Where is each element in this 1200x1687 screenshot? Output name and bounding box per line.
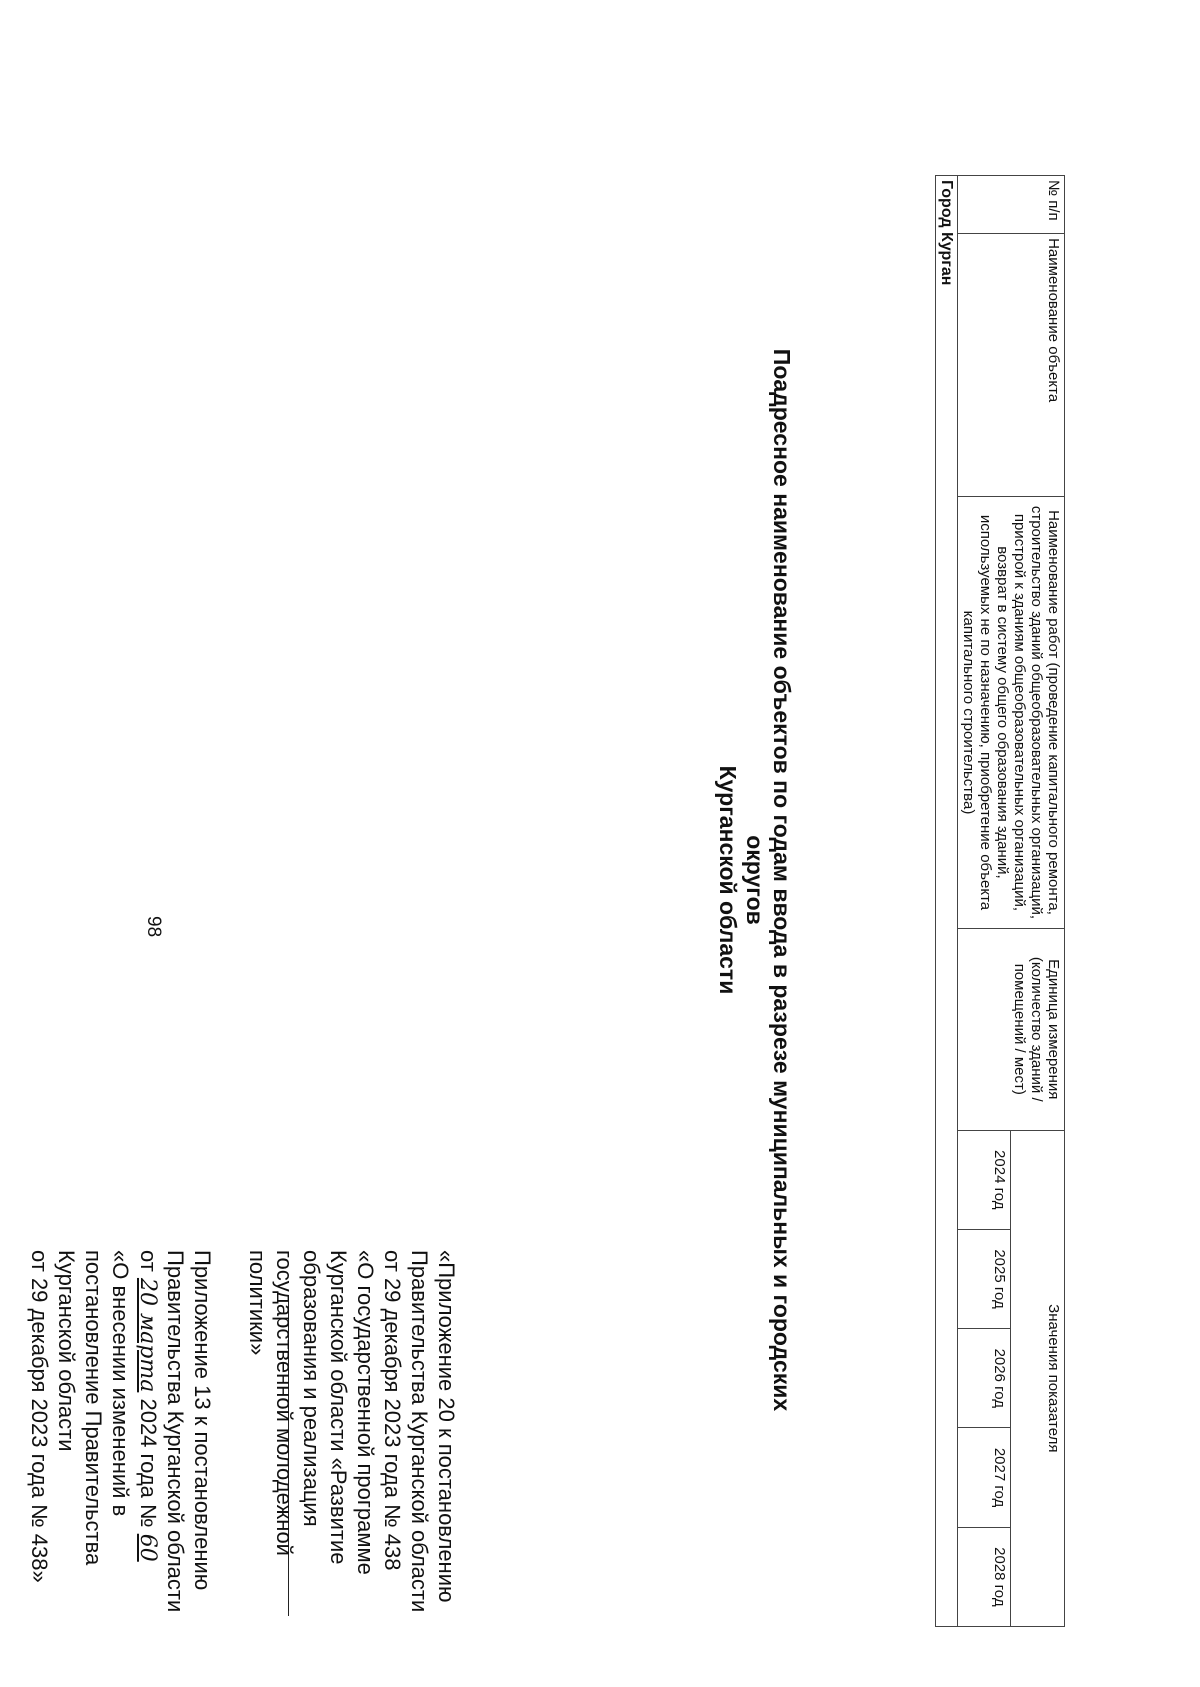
appendix-13-line7: от 29 декабря 2023 года № 438» <box>27 1250 52 1583</box>
objects-table <box>935 175 1065 1627</box>
appendix-13-line2: Правительства Курганской области <box>163 1250 188 1613</box>
header-year-2026: 2026 год <box>958 1329 1012 1428</box>
appendix-13-line3-middle: 2024 года № <box>136 1392 161 1534</box>
header-unit: Единица измерения (количество зданий / помещений / мест) <box>958 928 1065 1130</box>
appendix-13-line5: постановление Правительства <box>81 1250 106 1566</box>
handwritten-date: 20 марта <box>135 1277 160 1393</box>
header-year-2027: 2027 год <box>958 1428 1012 1527</box>
header-object-name: Наименование объекта <box>958 234 1065 497</box>
table-header-row <box>1011 176 1065 1627</box>
header-num: № п/п <box>958 176 1065 234</box>
appendix-20-header: «Приложение 20 к постановлению Правительства Курганской области от 29 декабря 2023 года № 438 «О государственной программе Курганской области «Развитие образования и реализация государственной молодежной политики» <box>245 1250 459 1613</box>
document-title: Поадресное наименование объектов по годам ввода в разрезе муниципальных и городских округов Курганской области <box>715 348 795 1412</box>
objects-table-container <box>935 175 1065 1627</box>
appendix-13-header <box>26 1250 216 1612</box>
page-number: 98 <box>143 916 164 938</box>
header-year-2025: 2025 год <box>958 1229 1012 1328</box>
appendix-13-line3-prefix: от <box>136 1250 161 1278</box>
section-label: Город Курган <box>936 176 958 1627</box>
header-year-2024: 2024 год <box>958 1130 1012 1229</box>
appendix-13-line1: Приложение 13 к постановлению <box>190 1250 215 1591</box>
section-row-kurgan <box>936 176 958 1627</box>
appendix-13-line4: «О внесении изменений в <box>108 1250 133 1517</box>
handwritten-number: 60 <box>135 1533 160 1562</box>
appendix-13-line6: Курганской области <box>54 1250 79 1452</box>
header-indicator-values: Значения показателя <box>1011 1130 1065 1626</box>
header-year-2028: 2028 год <box>958 1527 1012 1626</box>
header-work-name: Наименование работ (проведение капитального ремонта, строительство зданий общеобразовательных организаций, пристрой к зданиям общеобразовательных организаций, возврат в систему общего образования зданий, используемых не по назначению, приобретение объекта капитального строительства) <box>958 497 1065 929</box>
